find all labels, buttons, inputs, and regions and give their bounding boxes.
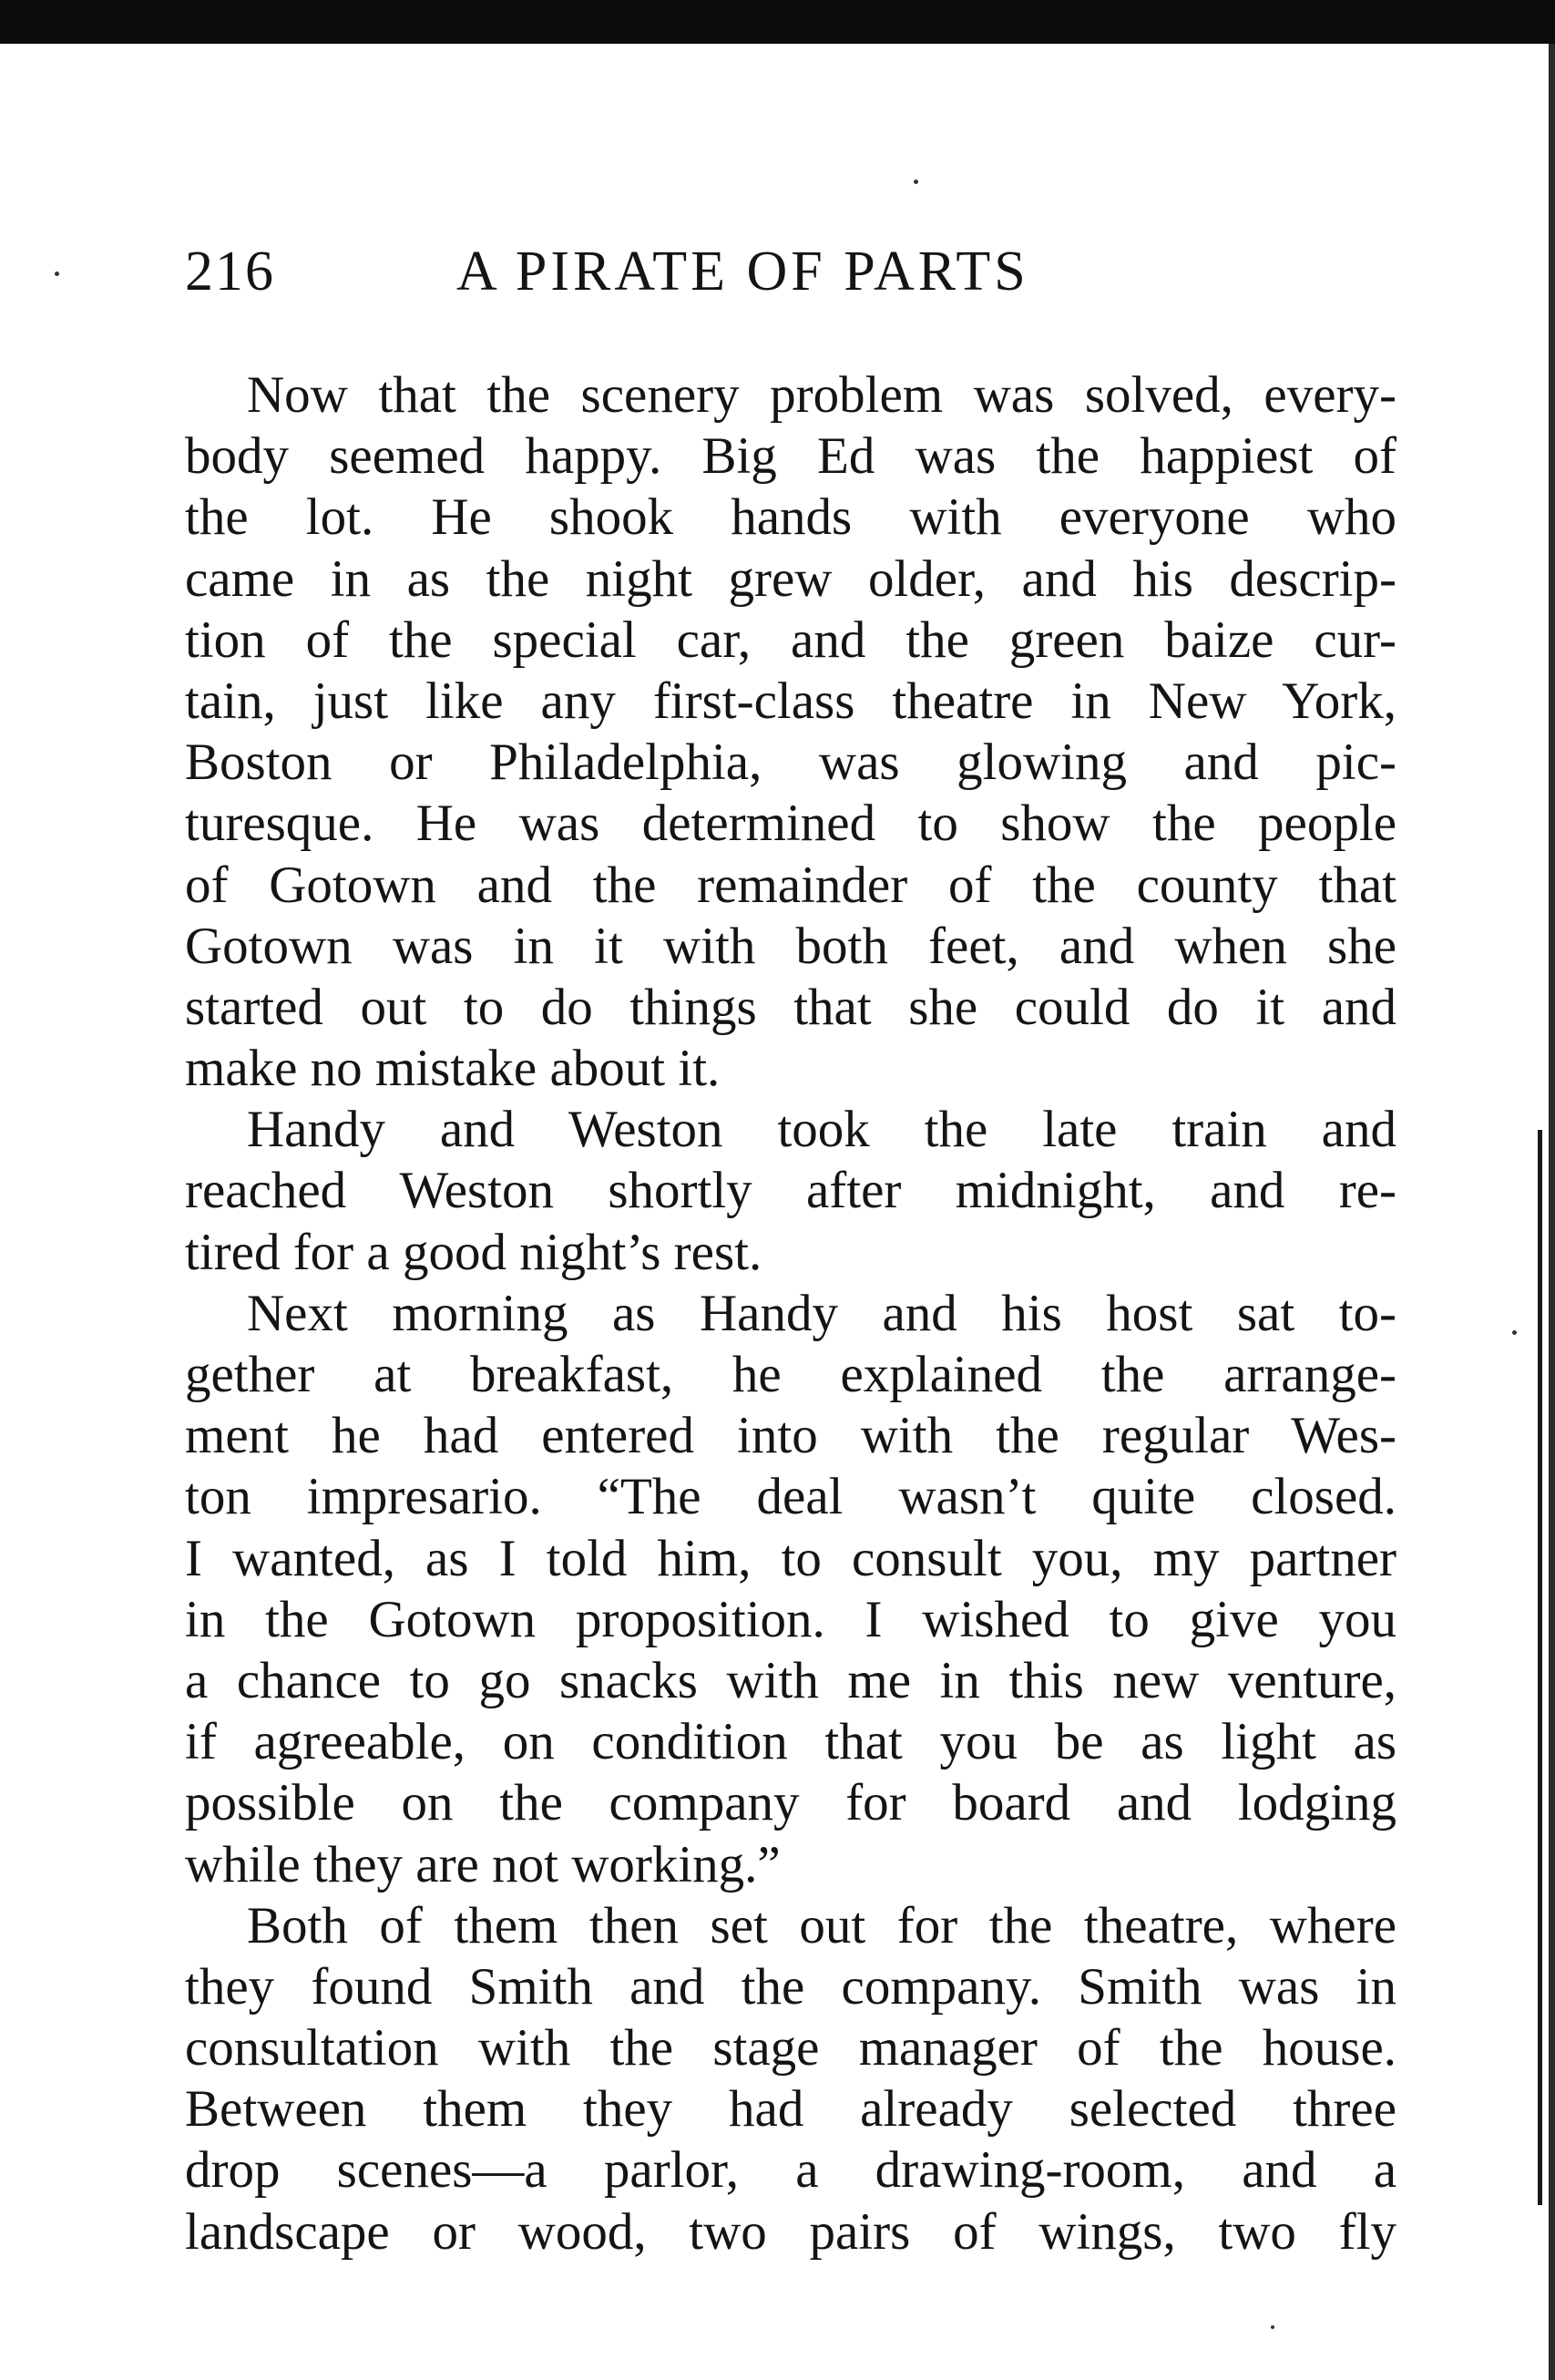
paragraph — [185, 1895, 1396, 2262]
text-line: if agreeable, on condition that you be as light as — [185, 1713, 1396, 1771]
text-line: turesque. He was determined to show the people — [185, 795, 1396, 853]
text-line: they found Smith and the company. Smith was in — [185, 1957, 1396, 2016]
text-line: started out to do things that she could do it and — [185, 978, 1396, 1036]
text-line: possible on the company for board and lodging — [185, 1774, 1396, 1832]
text-line: drop scenes—a parlor, a drawing-room, and a — [185, 2141, 1396, 2200]
text-line: ment he had entered into with the regular Wes- — [185, 1407, 1396, 1465]
page-header — [185, 235, 1396, 308]
text-line: gether at breakfast, he explained the arrange- — [185, 1346, 1396, 1403]
speck-right — [1512, 1330, 1517, 1335]
text-line: Handy and Weston took the late train and — [247, 1101, 1396, 1159]
margin-mark — [1538, 1130, 1542, 2205]
text-line: of Gotown and the remainder of the county that — [185, 856, 1396, 914]
top-edge-rule — [0, 0, 1555, 44]
text-line: Next morning as Handy and his host sat to- — [247, 1284, 1396, 1342]
text-line: Gotown was in it with both feet, and when she — [185, 917, 1396, 975]
text-line: came in as the night grew older, and his descrip- — [185, 549, 1396, 608]
text-line: consultation with the stage manager of the house. — [185, 2019, 1396, 2077]
text-line: body seemed happy. Big Ed was the happiest of — [185, 427, 1396, 486]
paragraph — [185, 364, 1396, 1099]
text-line: tired for a good night’s rest. — [185, 1223, 762, 1281]
right-edge-shadow — [1549, 44, 1555, 2380]
text-line: Both of them then set out for the theatre, where — [247, 1896, 1396, 1954]
text-line: reached Weston shortly after midnight, and re- — [185, 1162, 1396, 1220]
text-line: in the Gotown proposition. I wished to give you — [185, 1590, 1396, 1648]
text-line: the lot. He shook hands with everyone who — [185, 488, 1396, 547]
text-line: tion of the special car, and the green baize cur- — [185, 610, 1396, 669]
text-line: ton impresario. “The deal wasn’t quite closed. — [185, 1468, 1396, 1526]
running-title: A PIRATE OF PARTS — [456, 241, 1029, 303]
paragraph — [185, 1099, 1396, 1283]
body-text — [185, 364, 1396, 2262]
text-line: Boston or Philadelphia, was glowing and pic- — [185, 733, 1396, 792]
text-line: tain, just like any first-class theatre in New York, — [185, 672, 1396, 730]
paragraph — [185, 1283, 1396, 1895]
text-line: a chance to go snacks with me in this new venture, — [185, 1651, 1396, 1709]
text-line: make no mistake about it. — [185, 1040, 721, 1098]
text-line: Between them they had already selected three — [185, 2080, 1396, 2139]
text-line: I wanted, as I told him, to consult you, my partner — [185, 1529, 1396, 1587]
speck-left — [55, 272, 59, 276]
text-line: landscape or wood, two pairs of wings, two fly — [185, 2202, 1396, 2261]
page-number: 216 — [185, 241, 275, 303]
text-line: while they are not working.” — [185, 1835, 781, 1893]
speck-top — [914, 180, 918, 184]
text-line: Now that the scenery problem was solved, every- — [247, 366, 1396, 424]
speck-bottom — [1271, 2325, 1274, 2329]
